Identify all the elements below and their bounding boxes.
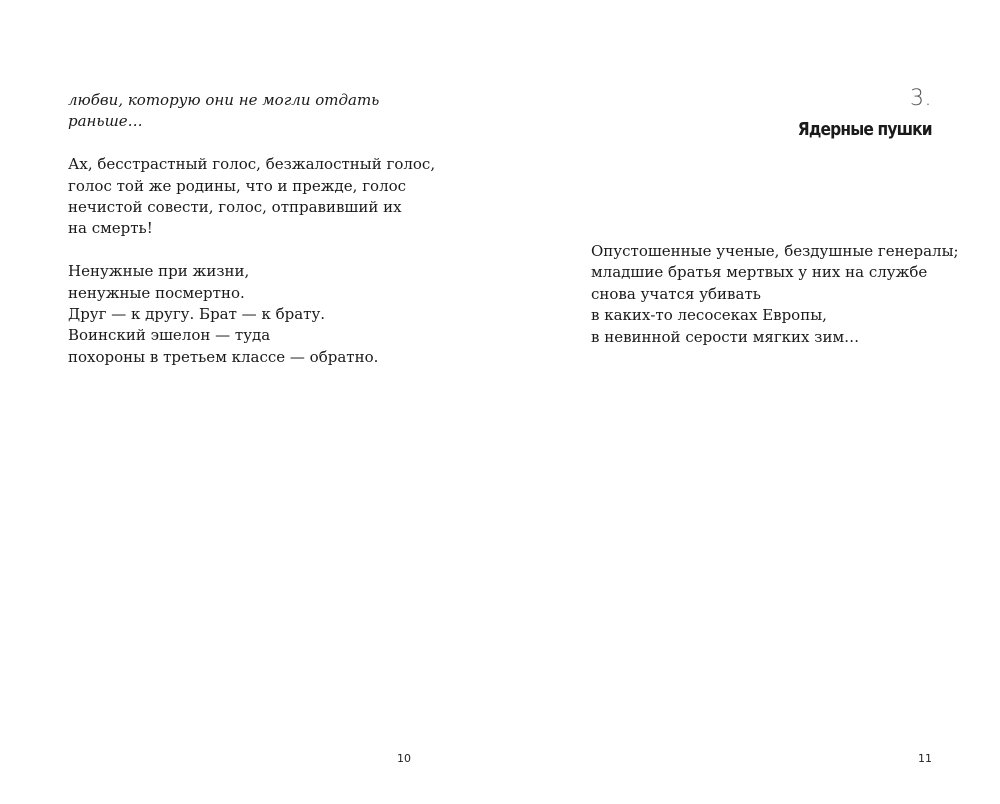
chapter-number: 3. — [910, 86, 932, 111]
text-line: Ах, бесстрастный голос, безжалостный голос, — [68, 155, 436, 174]
page-number: 10 — [397, 752, 411, 765]
text-line: похороны в третьем классе — обратно. — [68, 347, 379, 366]
text-line: на смерть! — [68, 219, 153, 238]
text-line: любви, которую они не могли отдать — [68, 91, 380, 109]
text-line: нечистой совести, голос, отправивший их — [68, 198, 402, 217]
right-page — [500, 0, 1000, 804]
left-page-text — [68, 90, 435, 368]
text-line: в каких-то лесосеках Европы, — [591, 306, 827, 325]
text-line: младшие братья мертвых у них на службе — [591, 263, 928, 282]
stanza — [68, 154, 435, 240]
chapter-title: Ядерные пушки — [798, 119, 932, 140]
stanza — [591, 241, 959, 348]
page-number: 11 — [918, 752, 932, 765]
right-page-text — [591, 241, 959, 348]
stanza — [68, 261, 435, 368]
text-line: голос той же родины, что и прежде, голос — [68, 176, 407, 195]
italic-stanza — [68, 90, 435, 133]
text-line: в невинной серости мягких зим… — [591, 327, 860, 346]
text-line: ненужные посмертно. — [68, 283, 245, 302]
text-line: Друг — к другу. Брат — к брату. — [68, 305, 326, 324]
text-line: Опустошенные ученые, бездушные генералы; — [591, 242, 959, 260]
text-line: снова учатся убивать — [591, 284, 761, 303]
text-line: Ненужные при жизни, — [68, 262, 250, 281]
text-line: Воинский эшелон — туда — [68, 326, 271, 345]
text-line: раньше… — [68, 112, 143, 131]
